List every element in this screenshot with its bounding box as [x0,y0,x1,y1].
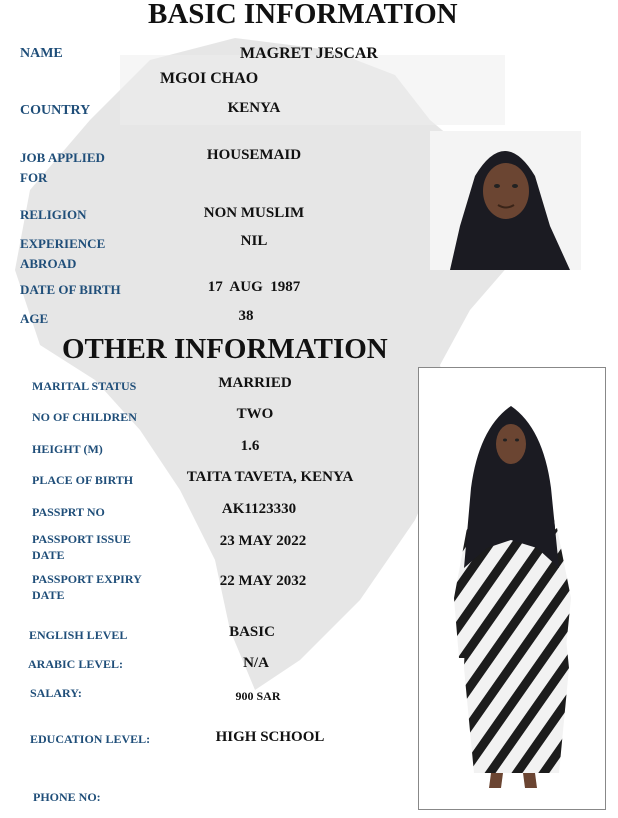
phone-no-label: PHONE NO: [33,790,101,804]
name-label: NAME [20,46,63,61]
passport-expiry-value: 22 MAY 2032 [219,573,307,589]
passport-expiry-label-line2: DATE [32,588,65,602]
salary-label: SALARY: [30,686,82,700]
experience-value: NIL [240,233,268,249]
passport-issue-label-line1: PASSPORT ISSUE [32,532,131,546]
map-highlight-box [120,55,505,125]
passport-expiry-label-line1: PASSPORT EXPIRY [32,572,142,586]
english-level-label: ENGLISH LEVEL [29,628,128,642]
marital-status-label: MARITAL STATUS [32,379,137,393]
education-level-value: HIGH SCHOOL [215,729,325,745]
salary-value: 900 SAR [235,689,281,703]
marital-status-value: MARRIED [218,375,292,391]
dob-label: DATE OF BIRTH [20,282,121,297]
other-info-heading: OTHER INFORMATION [62,333,388,365]
passport-no-label: PASSPRT NO [32,505,105,519]
religion-label: RELIGION [20,207,87,222]
passport-issue-label-line2: DATE [32,548,65,562]
experience-label-line2: ABROAD [20,256,77,271]
place-of-birth-value: TAITA TAVETA, KENYA [186,469,354,485]
age-label: AGE [20,311,49,326]
place-of-birth-label: PLACE OF BIRTH [32,473,134,487]
job-applied-label-line1: JOB APPLIED [20,150,105,165]
age-value: 38 [238,308,254,324]
children-label: NO OF CHILDREN [32,410,137,424]
basic-info-heading: BASIC INFORMATION [148,0,458,30]
job-applied-label-line2: FOR [20,170,48,185]
name-value-line1: MAGRET JESCAR [240,45,378,62]
name-value-line2: MGOI CHAO [160,70,259,87]
job-applied-label [20,148,105,188]
arabic-level-label: ARABIC LEVEL: [28,657,124,671]
education-level-label: EDUCATION LEVEL: [30,732,151,746]
job-applied-value: HOUSEMAID [206,147,302,163]
passport-issue-value: 23 MAY 2022 [219,533,307,549]
experience-label-line1: EXPERIENCE [20,236,106,251]
body-face-shape [496,424,526,464]
arabic-level-value: N/A [243,655,269,671]
height-label: HEIGHT (M) [32,442,103,456]
face-shape [483,163,529,219]
passport-issue-label [32,531,131,563]
passport-expiry-label [32,571,142,603]
country-label: COUNTRY [20,103,91,118]
dob-value: 17 AUG 1987 [207,279,301,295]
children-value: TWO [236,406,274,422]
full-body-photo [418,367,606,810]
portrait-photo [430,131,581,270]
english-level-value: BASIC [229,624,275,640]
country-value: KENYA [227,100,281,116]
experience-label [20,234,105,274]
passport-no-value: AK1123330 [221,501,297,517]
height-value: 1.6 [240,438,260,454]
religion-value: NON MUSLIM [203,205,305,221]
